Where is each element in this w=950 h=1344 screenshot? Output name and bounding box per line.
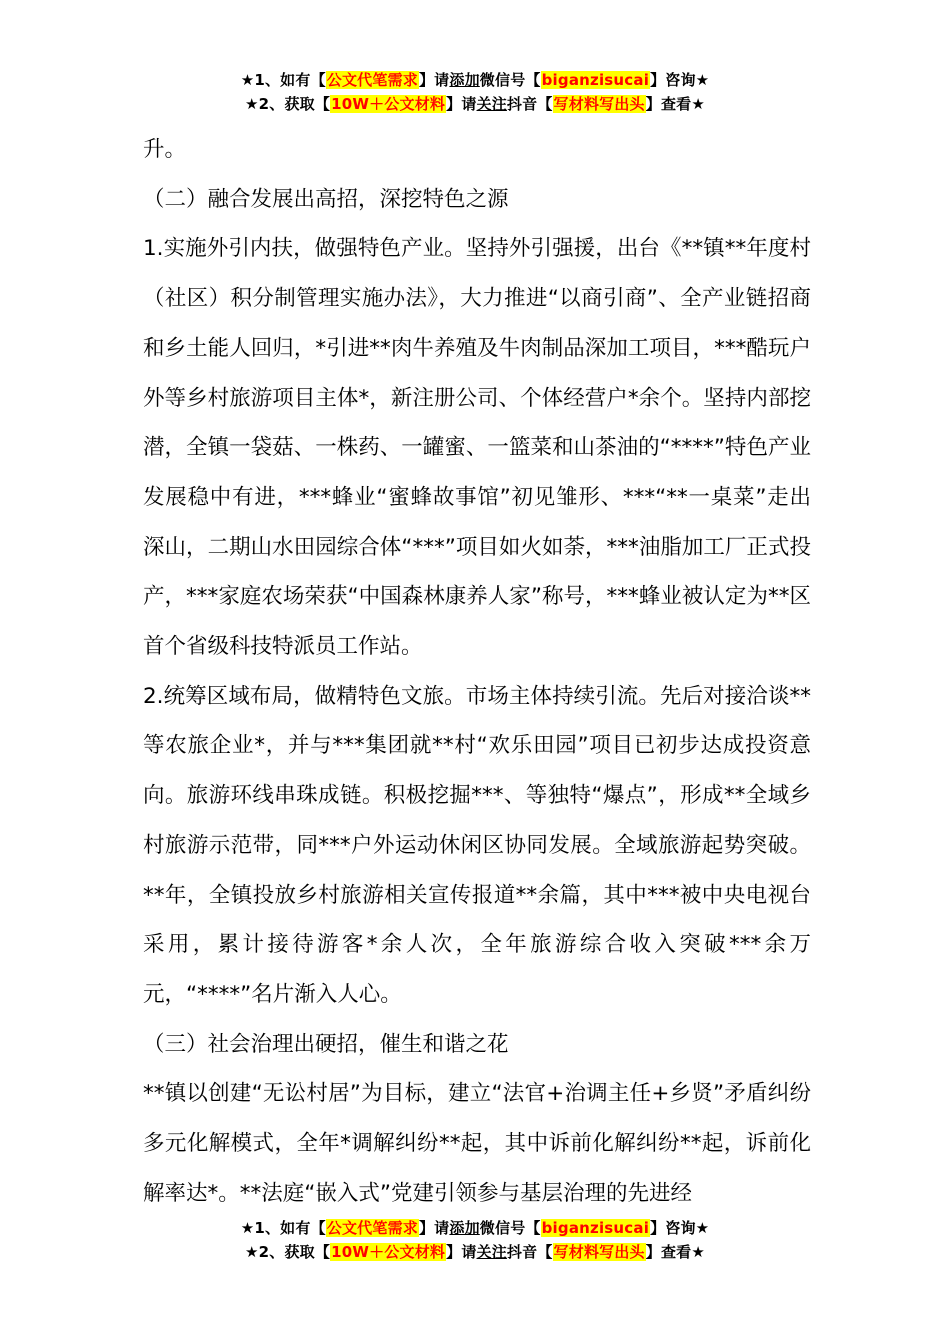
promo-text: 微信号【 [479, 1219, 541, 1237]
promo-text: ★2、获取【 [245, 1243, 331, 1261]
promo-line-2 [0, 92, 950, 116]
promo-text: 】咨询★ [650, 1219, 710, 1237]
promo-text: 】请 [418, 71, 450, 89]
promo-text: ★1、如有【 [240, 71, 326, 89]
promo-text: 抖音【 [506, 95, 553, 113]
promo-highlight: 写材料写出头 [553, 95, 645, 113]
promo-line-1 [0, 68, 950, 92]
promo-text: ★1、如有【 [240, 1219, 326, 1237]
paragraph-governance: **镇以创建“无讼村居”为目标，建立“法官+治调主任+乡贤”矛盾纠纷多元化解模式，全年*调解纠纷**起，其中诉前化解纠纷**起，诉前化解率达*。**法庭“嵌入式”党建引领参与基层治理的先进经 [143, 1081, 811, 1206]
promo-highlight: 10W＋公文材料 [331, 1243, 446, 1261]
section-heading-3: （三）社会治理出硬招，催生和谐之花 [143, 1031, 509, 1057]
promo-text: 微信号【 [479, 71, 541, 89]
promo-text: 抖音【 [506, 1243, 553, 1261]
document-body [143, 125, 811, 1218]
promo-text: 】咨询★ [650, 71, 710, 89]
promo-underline: 添加 [449, 1219, 480, 1237]
paragraph-industry: 1.实施外引内扶，做强特色产业。坚持外引强援，出台《**镇**年度村（社区）积分制管理实施办法》，大力推进“以商引商”、全产业链招商和乡土能人回归，*引进**肉牛养殖及牛肉制品深加工项目，***酷玩户外等乡村旅游项目主体*，新注册公司、个体经营户*余个。坚持内部挖潜，全镇一袋菇、一株药、一罐蜜、一篮菜和山茶油的“****”特色产业发展稳中有进，***蜂业“蜜蜂故事馆”初见雏形、***“**一桌菜”走出深山，二期山水田园综合体“***”项目如火如荼，***油脂加工厂正式投产，***家庭农场荣获“中国森林康养人家”称号，***蜂业被认定为**区首个省级科技特派员工作站。 [143, 236, 811, 660]
promo-text: 】请 [446, 95, 477, 113]
promo-underline: 添加 [449, 71, 480, 89]
promo-highlight: 10W＋公文材料 [331, 95, 446, 113]
promo-highlight: biganzisucai [541, 1219, 650, 1237]
promo-highlight: biganzisucai [541, 71, 650, 89]
promo-line-2 [0, 1240, 950, 1264]
promo-underline: 关注 [476, 1243, 507, 1261]
paragraph-continuation: 升。 [143, 137, 187, 162]
promo-text: ★2、获取【 [245, 95, 331, 113]
promo-text: 】请 [418, 1219, 450, 1237]
paragraph-tourism: 2.统筹区域布局，做精特色文旅。市场主体持续引流。先后对接洽谈**等农旅企业*，并与***集团就**村“欢乐田园”项目已初步达成投资意向。旅游环线串珠成链。积极挖掘***、等独特“爆点”，形成**全域乡村旅游示范带，同***户外运动休闲区协同发展。全域旅游起势突破。**年，全镇投放乡村旅游相关宣传报道**余篇，其中***被中央电视台采用，累计接待游客*余人次，全年旅游综合收入突破***余万元，“****”名片渐入人心。 [143, 683, 811, 1007]
promo-highlight: 写材料写出头 [553, 1243, 645, 1261]
promo-line-1 [0, 1216, 950, 1240]
promo-highlight: 公文代笔需求 [326, 1219, 418, 1237]
footer-promo-banner [0, 1216, 950, 1264]
section-heading-2: （二）融合发展出高招，深挖特色之源 [143, 186, 509, 212]
promo-underline: 关注 [476, 95, 507, 113]
promo-text: 】查看★ [645, 95, 705, 113]
promo-text: 】请 [446, 1243, 477, 1261]
promo-text: 】查看★ [645, 1243, 705, 1261]
promo-highlight: 公文代笔需求 [326, 71, 418, 89]
header-promo-banner [0, 68, 950, 116]
